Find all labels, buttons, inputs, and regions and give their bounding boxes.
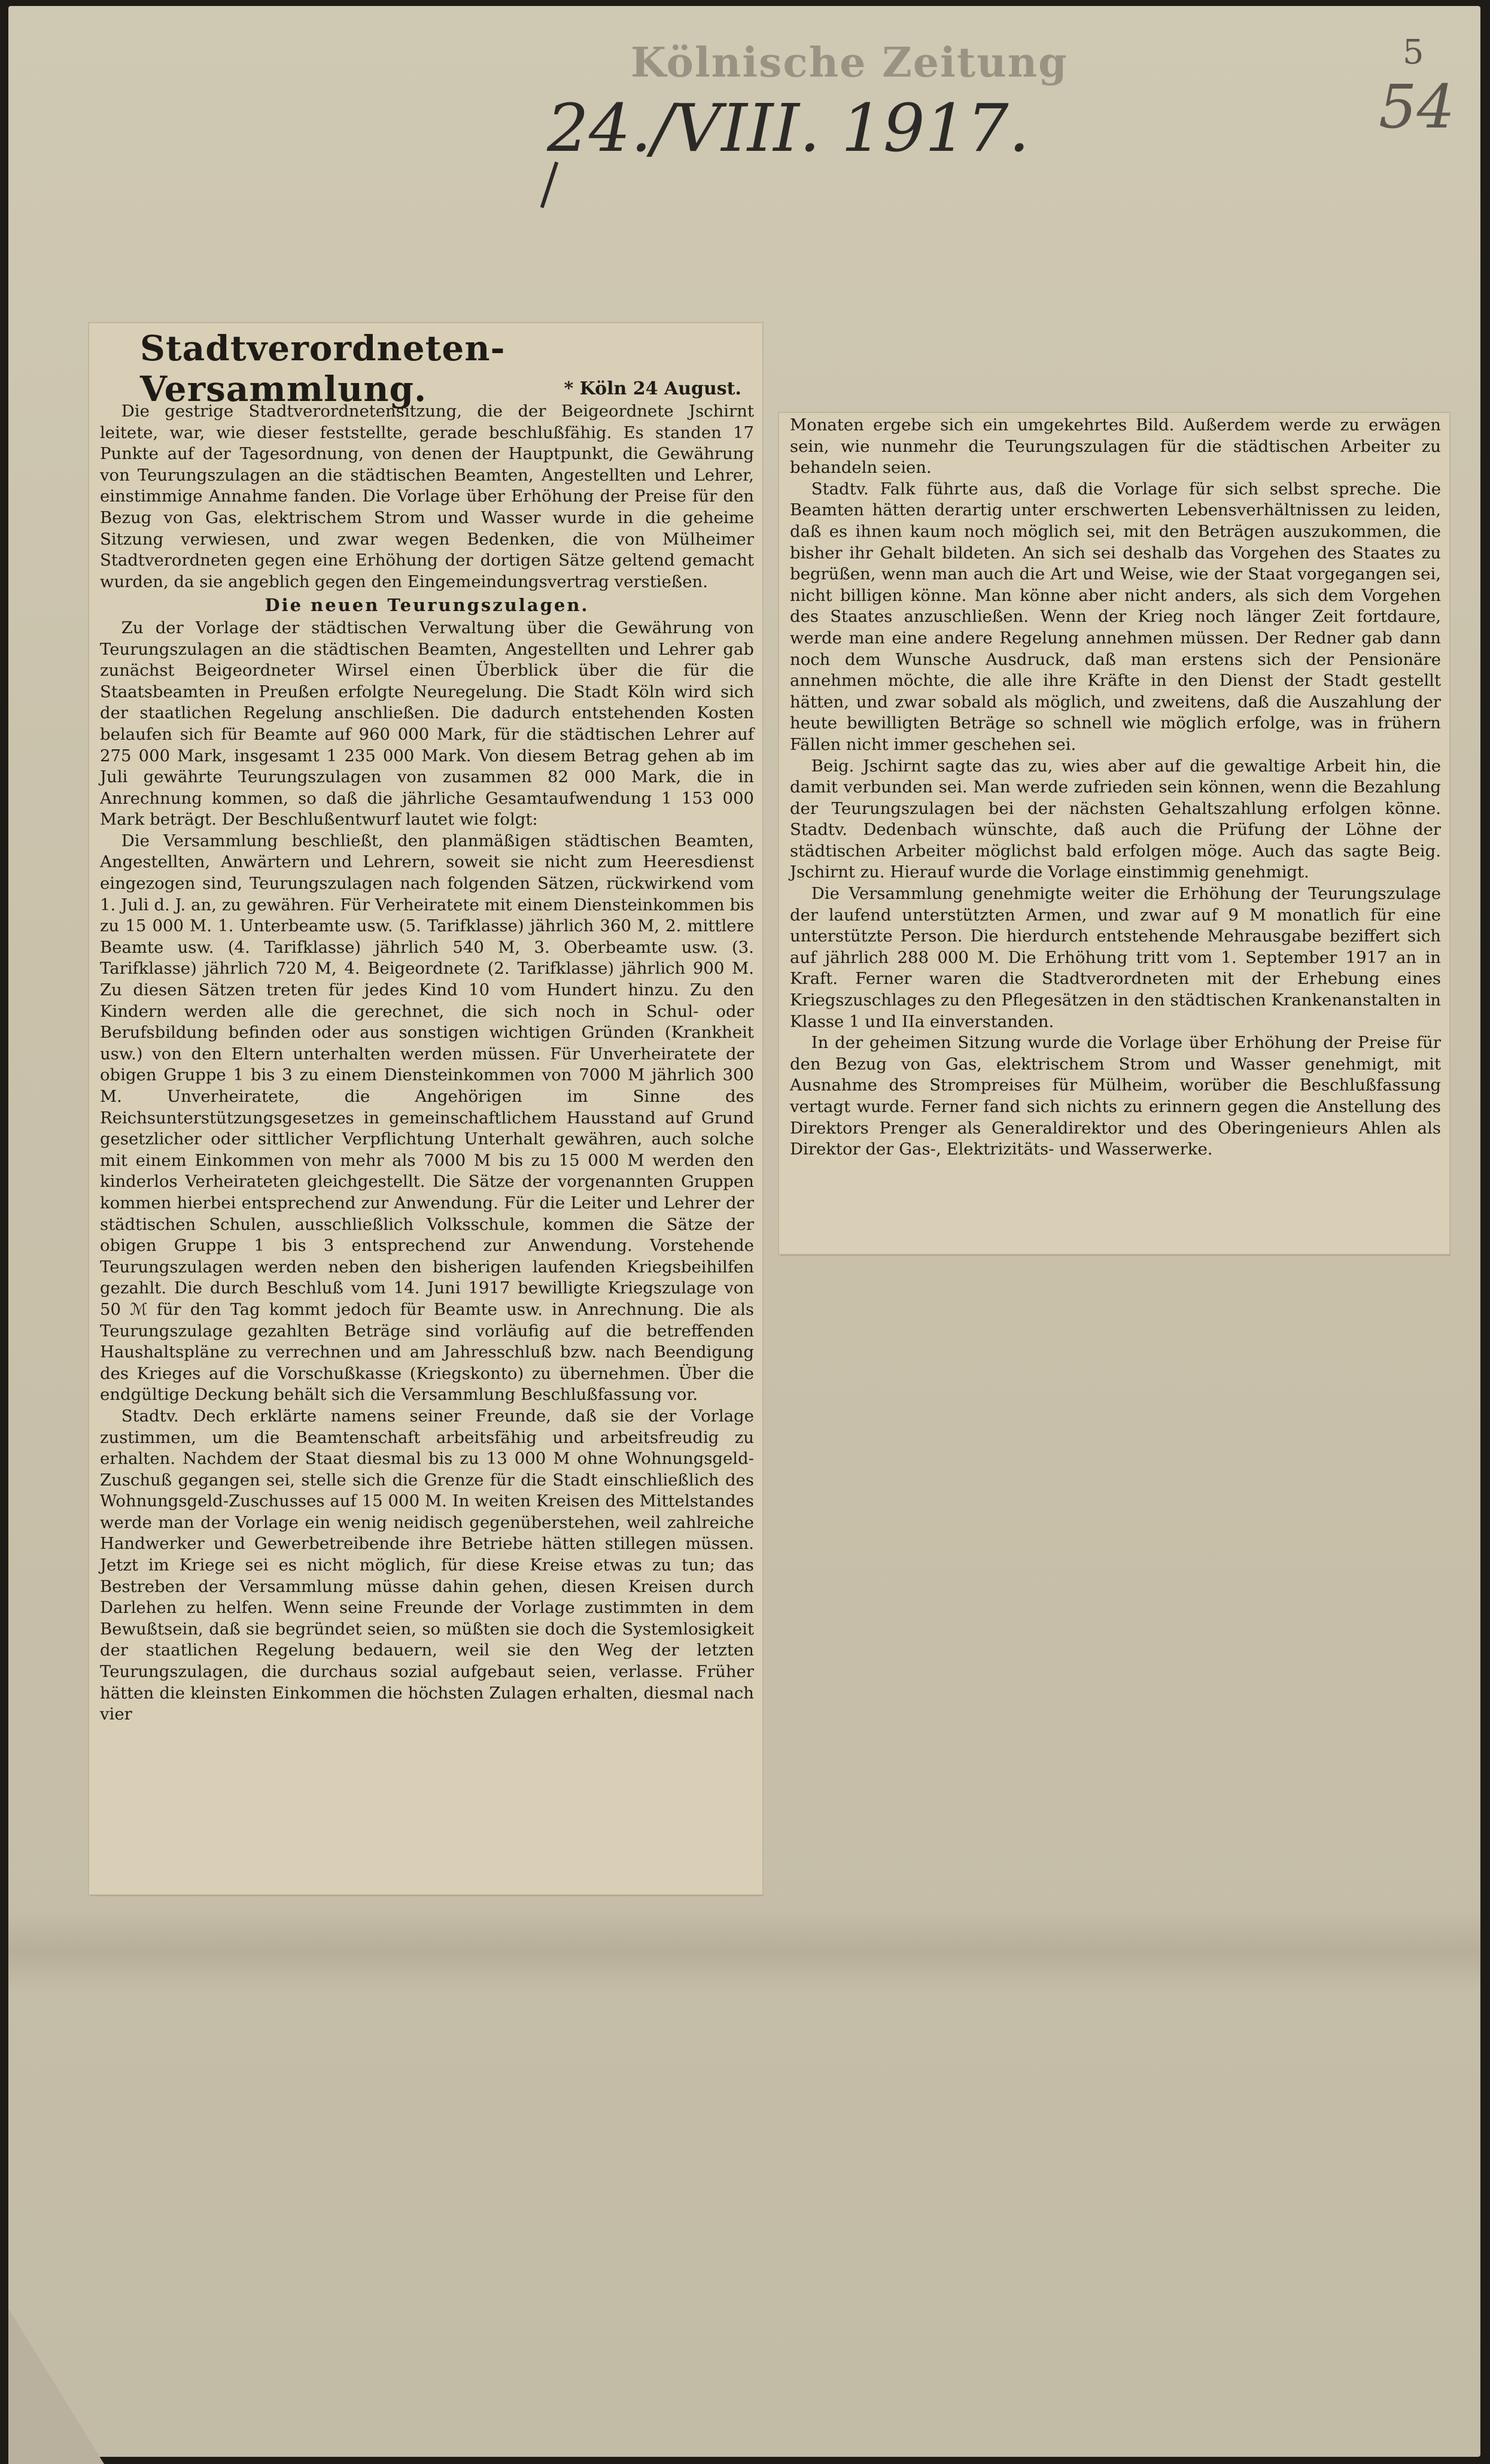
left-column — [100, 401, 754, 1725]
clipping-left — [89, 323, 762, 1894]
newspaper-stamp: Kölnische Zeitung — [631, 39, 1068, 87]
paragraph: Die gestrige Stadtverordnetensitzung, die der Beigeordnete Jschirnt leitete, war, wie dieser feststellte, gerade beschlußfähig. Es standen 17 Punkte auf der Tagesordnung, von denen der Hauptpunkt, die Gewährung von Teurungszulagen an die städtischen Beamten, Angestellten und Lehrer, einstimmige Annahme fanden. Die Vorlage über Erhöhung der Preise für den Bezug von Gas, elektrischem Strom und Wasser wurde in die geheime Sitzung verwiesen, und zwar wegen Bedenken, die von Mülheimer Stadtverordneten gegen eine Erhöhung der dortigen Sätze geltend gemacht wurden, da sie angeblich gegen den Eingemeindungsvertrag verstießen. — [100, 402, 754, 591]
article-dateline: * Köln 24 August. — [564, 378, 741, 399]
paragraph: In der geheimen Sitzung wurde die Vorlage über Erhöhung der Preise für den Bezug von Gas, elektrischem Strom und Wasser genehmigt, mit Ausnahme des Strompreises für Mülheim, worüber die Beschlußfassung vertagt wurde. Ferner fand sich nichts zu erinnern gegen die Anstellung des Direktors Prenger als Generaldirektor und des Oberingenieurs Ahlen als Direktor der Gas-, Elektrizitäts- und Wasserwerke. — [790, 1033, 1441, 1159]
paragraph: Beig. Jschirnt sagte das zu, wies aber auf die gewaltige Arbeit hin, die damit verbunden sei. Man werde zufrieden sein können, wenn die Bezahlung der Teurungszulagen bei der nächsten Gehaltszahlung erfolgen könne. Stadtv. Dedenbach wünschte, daß auch die Prüfung der Löhne der städtischen Arbeiter möglichst bald erfolgen möge. Auch das sagte Beig. Jschirnt zu. Hierauf wurde die Vorlage einstimmig genehmigt. — [790, 756, 1441, 882]
archive-number: 54 — [1379, 72, 1455, 142]
paragraph: Zu der Vorlage der städtischen Verwaltung über die Gewährung von Teurungszulagen an die städtischen Beamten, Angestellten und Lehrer gab zunächst Beigeordneter Wirsel einen Überblick über die für die Staatsbeamten in Preußen erfolgte Neuregelung. Die Stadt Köln wird sich der staatlichen Regelung anschließen. Die dadurch entstehenden Kosten belaufen sich für Beamte auf 960 000 Mark, für die städtischen Lehrer auf 275 000 Mark, insgesamt 1 235 000 Mark. Von diesem Betrag gehen ab im Juli gewährte Teurungszulagen von zusammen 82 000 Mark, die in Anrechnung kommen, so daß die jährliche Gesamtaufwendung 1 153 000 Mark beträgt. Der Beschlußentwurf lautet wie folgt: — [100, 618, 754, 830]
paragraph: Stadtv. Dech erklärte namens seiner Freunde, daß sie der Vorlage zustimmen, um die Beamtenschaft arbeitsfähig und arbeitsfreudig zu erhalten. Nachdem der Staat diesmal bis zu 13 000 M ohne Wohnungsgeld-Zuschuß gegangen sei, stelle sich die Grenze für die Stadt einschließlich des Wohnungsgeld-Zuschusses auf 15 000 M. In weiten Kreisen des Mittelstandes werde man der Vorlage ein wenig neidisch gegenüberstehen, weil zahlreiche Handwerker und Gewerbetreibende ihre Betriebe hätten stillegen müssen. Jetzt im Kriege sei es nicht möglich, für diese Kreise etwas zu tun; das Bestreben der Versammlung müsse dahin gehen, diesen Kreisen durch Darlehen zu helfen. Wenn seine Freunde der Vorlage zustimmten in dem Bewußtsein, daß sie begründet seien, so müßten sie doch die Systemlosigkeit der staatlichen Regelung bedauern, weil sie den Weg der letzten Teurungszulagen, die durchaus sozial aufgebaut seien, verlasse. Früher hätten die kleinsten Einkommen die höchsten Zulagen erhalten, diesmal nach vier — [100, 1406, 754, 1724]
article-title: Stadtverordneten-Versammlung. — [140, 328, 506, 409]
pencil-stroke — [540, 162, 581, 215]
archive-sheet — [8, 6, 1480, 2457]
subheading: Die neuen Teurungszulagen. — [264, 595, 589, 616]
right-column — [790, 415, 1441, 1160]
clipping-right — [779, 413, 1449, 1254]
handwritten-date: 24./VIII. 1917. — [547, 90, 1030, 166]
paragraph: Die Versammlung beschließt, den planmäßigen städtischen Beamten, Angestellten, Anwärtern und Lehrern, soweit sie nicht zum Heeresdienst eingezogen sind, Teurungszulagen nach folgenden Sätzen, rückwirkend vom 1. Juli d. J. an, zu gewähren. Für Verheiratete mit einem Diensteinkommen bis zu 15 000 M. 1. Unterbeamte usw. (5. Tarifklasse) jährlich 360 M, 2. mittlere Beamte usw. (4. Tarifklasse) jährlich 540 M, 3. Oberbeamte usw. (3. Tarifklasse) jährlich 720 M, 4. Beigeordnete (2. Tarifklasse) jährlich 900 M. Zu diesen Sätzen treten für jedes Kind 10 vom Hundert hinzu. Zu den Kindern werden alle die gerechnet, die sich noch in Schul- oder Berufsbildung befinden oder aus sonstigen wichtigen Gründen (Krankheit usw.) von den Eltern unterhalten werden müssen. Für Unverheiratete der obigen Gruppe 1 bis 3 zu einem Diensteinkommen von 7000 M jährlich 300 M. Unverheiratete, die Angehörigen im Sinne des Reichsunterstützungsgesetzes in gemeinschaftlichem Hausstand auf Grund gesetzlicher oder sittlicher Verpflichtung Unterhalt gewähren, auch solche mit einem Einkommen von mehr als 7000 M bis zu 15 000 M werden den kinderlos Verheirateten gleichgestellt. Die Sätze der vorgenannten Gruppen kommen hierbei entsprechend zur Anwendung. Für die Leiter und Lehrer der städtischen Schulen, ausschließlich Volksschule, kommen die Sätze der obigen Gruppe 1 bis 3 entsprechend zur Anwendung. Vorstehende Teurungszulagen werden neben den bisherigen laufenden Kriegsbeihilfen gezahlt. Die durch Beschluß vom 14. Juni 1917 bewilligte Kriegszulage von 50 ℳ für den Tag kommt jedoch für Beamte usw. in Anrechnung. Die als Teurungszulage gezahlten Beträge sind vorläufig auf die betreffenden Haushaltspläne zu verrechnen und am Jahresschluß bzw. nach Beendigung des Krieges auf die Vorschußkasse (Kriegskonto) zu übernehmen. Über die endgültige Deckung behält sich die Versammlung Beschlußfassung vor. — [100, 831, 754, 1405]
paragraph: Die Versammlung genehmigte weiter die Erhöhung der Teurungszulage der laufend unterstützten Armen, und zwar auf 9 M monatlich für eine unterstützte Person. Die hierdurch entstehende Mehrausgabe beziffert sich auf jährlich 288 000 M. Die Erhöhung tritt vom 1. September 1917 an in Kraft. Ferner waren die Stadtverordneten mit der Erhebung eines Kriegszuschlages zu den Pflegesätzen in den städtischen Krankenanstalten in Klasse 1 und IIa einverstanden. — [790, 884, 1441, 1031]
archive-number-top: 5 — [1403, 33, 1424, 72]
paragraph: Monaten ergebe sich ein umgekehrtes Bild. Außerdem werde zu erwägen sein, wie nunmehr die Teurungszulagen für die städtischen Arbeiter zu behandeln seien. — [790, 415, 1441, 478]
paper-fold — [8, 1909, 1480, 1993]
paragraph: Stadtv. Falk führte aus, daß die Vorlage für sich selbst spreche. Die Beamten hätten derartig unter erschwerten Lebensverhältnissen zu leiden, daß es ihnen kaum noch möglich sei, mit den Beträgen auszukommen, die bisher ihr Gehalt bildeten. An sich sei deshalb das Vorgehen des Staates zu begrüßen, wenn man auch die Art und Weise, wie der Staat vorgegangen sei, nicht billigen könne. Man könne aber nicht anders, als sich dem Vorgehen des Staates anzuschließen. Wenn der Krieg noch länger Zeit fortdaure, werde man eine andere Regelung annehmen müssen. Der Redner gab dann noch dem Wunsche Ausdruck, daß man erstens sich der Pensionäre annehmen möchte, die alle ihre Kräfte in den Dienst der Stadt gestellt hätten, und zwar sobald als möglich, und zweitens, daß die Auszahlung der heute bewilligten Beträge so schnell wie möglich erfolge, was in frühern Fällen nicht immer geschehen sei. — [790, 479, 1441, 754]
